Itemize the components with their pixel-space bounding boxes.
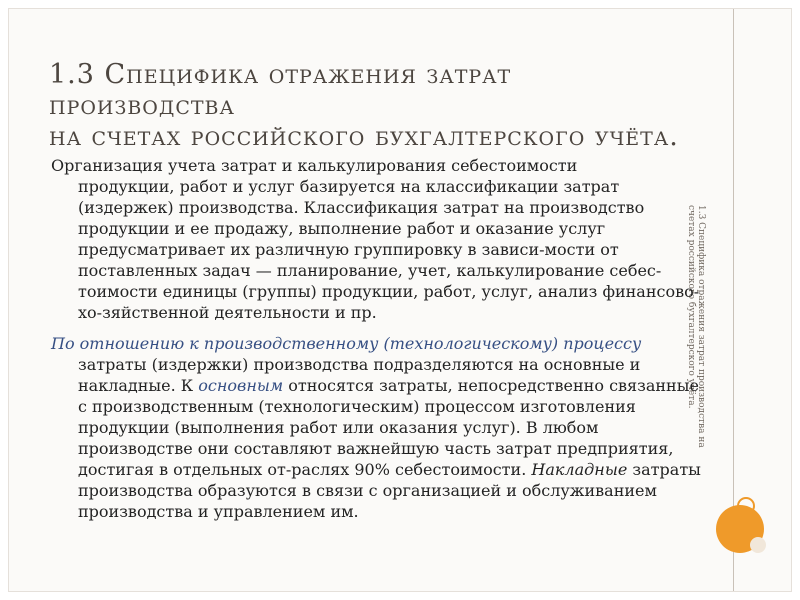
paragraph-2-last-suffix: затраты производства образуются в связи с организацией и обслуживанием производства и управлением им. <box>78 460 701 521</box>
title-line-2-text: на счетах российского бухгалтерского учёта <box>49 121 670 153</box>
title-line-1: 1.3 Специфика отражения затрат производства <box>49 59 512 122</box>
paragraph-2-line-3-suffix: относятся затраты, непосредственно <box>283 376 604 395</box>
slide-body <box>51 155 706 532</box>
title-period: . <box>669 121 679 153</box>
slide-title <box>49 59 699 152</box>
paragraph-2-rest: связанные с производственным (технологическим) процессом изготовления продукции (выполнения работ или оказания услуг). В любом производстве они составляют важнейшую часть затрат предприятия, достигая в отдельных от-раслях 90% себестоимости. <box>78 376 699 479</box>
paragraph-2-lead-italic: По отношению к производственному (технологическому) процессу <box>51 334 642 353</box>
title-line-2 <box>49 121 699 152</box>
paragraph-2-body <box>51 354 703 522</box>
slide <box>8 8 792 592</box>
paragraph-2-line-3-italic: основным <box>198 376 284 395</box>
paragraph-2-line-3-prefix: накладные. К <box>78 376 199 395</box>
decorative-circles <box>716 497 764 553</box>
paragraph-1-rest: продукции, работ и услуг базируется на классификации затрат (издержек) производства. Классификация затрат на производство продукции и ее продажу, выполнение работ и оказание услуг предусматривает их различную группировку в зависи-мости от поставленных задач — планирование, учет, калькулирование себес-тоимости единицы (группы) продукции, работ, услуг, анализ финансово-хо-зяйственной деятельности и пр. <box>78 177 700 322</box>
accent-circle-small <box>750 537 766 553</box>
paragraph-1 <box>51 155 703 323</box>
accent-circle-outline <box>737 497 755 515</box>
paragraph-2 <box>51 333 703 522</box>
side-caption-text: 1.3 Специфика отражения затрат производства на счетах российского бухгалтерского учёта. <box>686 205 706 448</box>
paragraph-1-first-line: Организация учета затрат и калькулирования себестоимости <box>51 156 578 175</box>
paragraph-2-last-italic: Накладные <box>531 460 628 479</box>
paragraph-2-line-2: затраты (издержки) производства подразделяются на основные и <box>78 355 641 374</box>
